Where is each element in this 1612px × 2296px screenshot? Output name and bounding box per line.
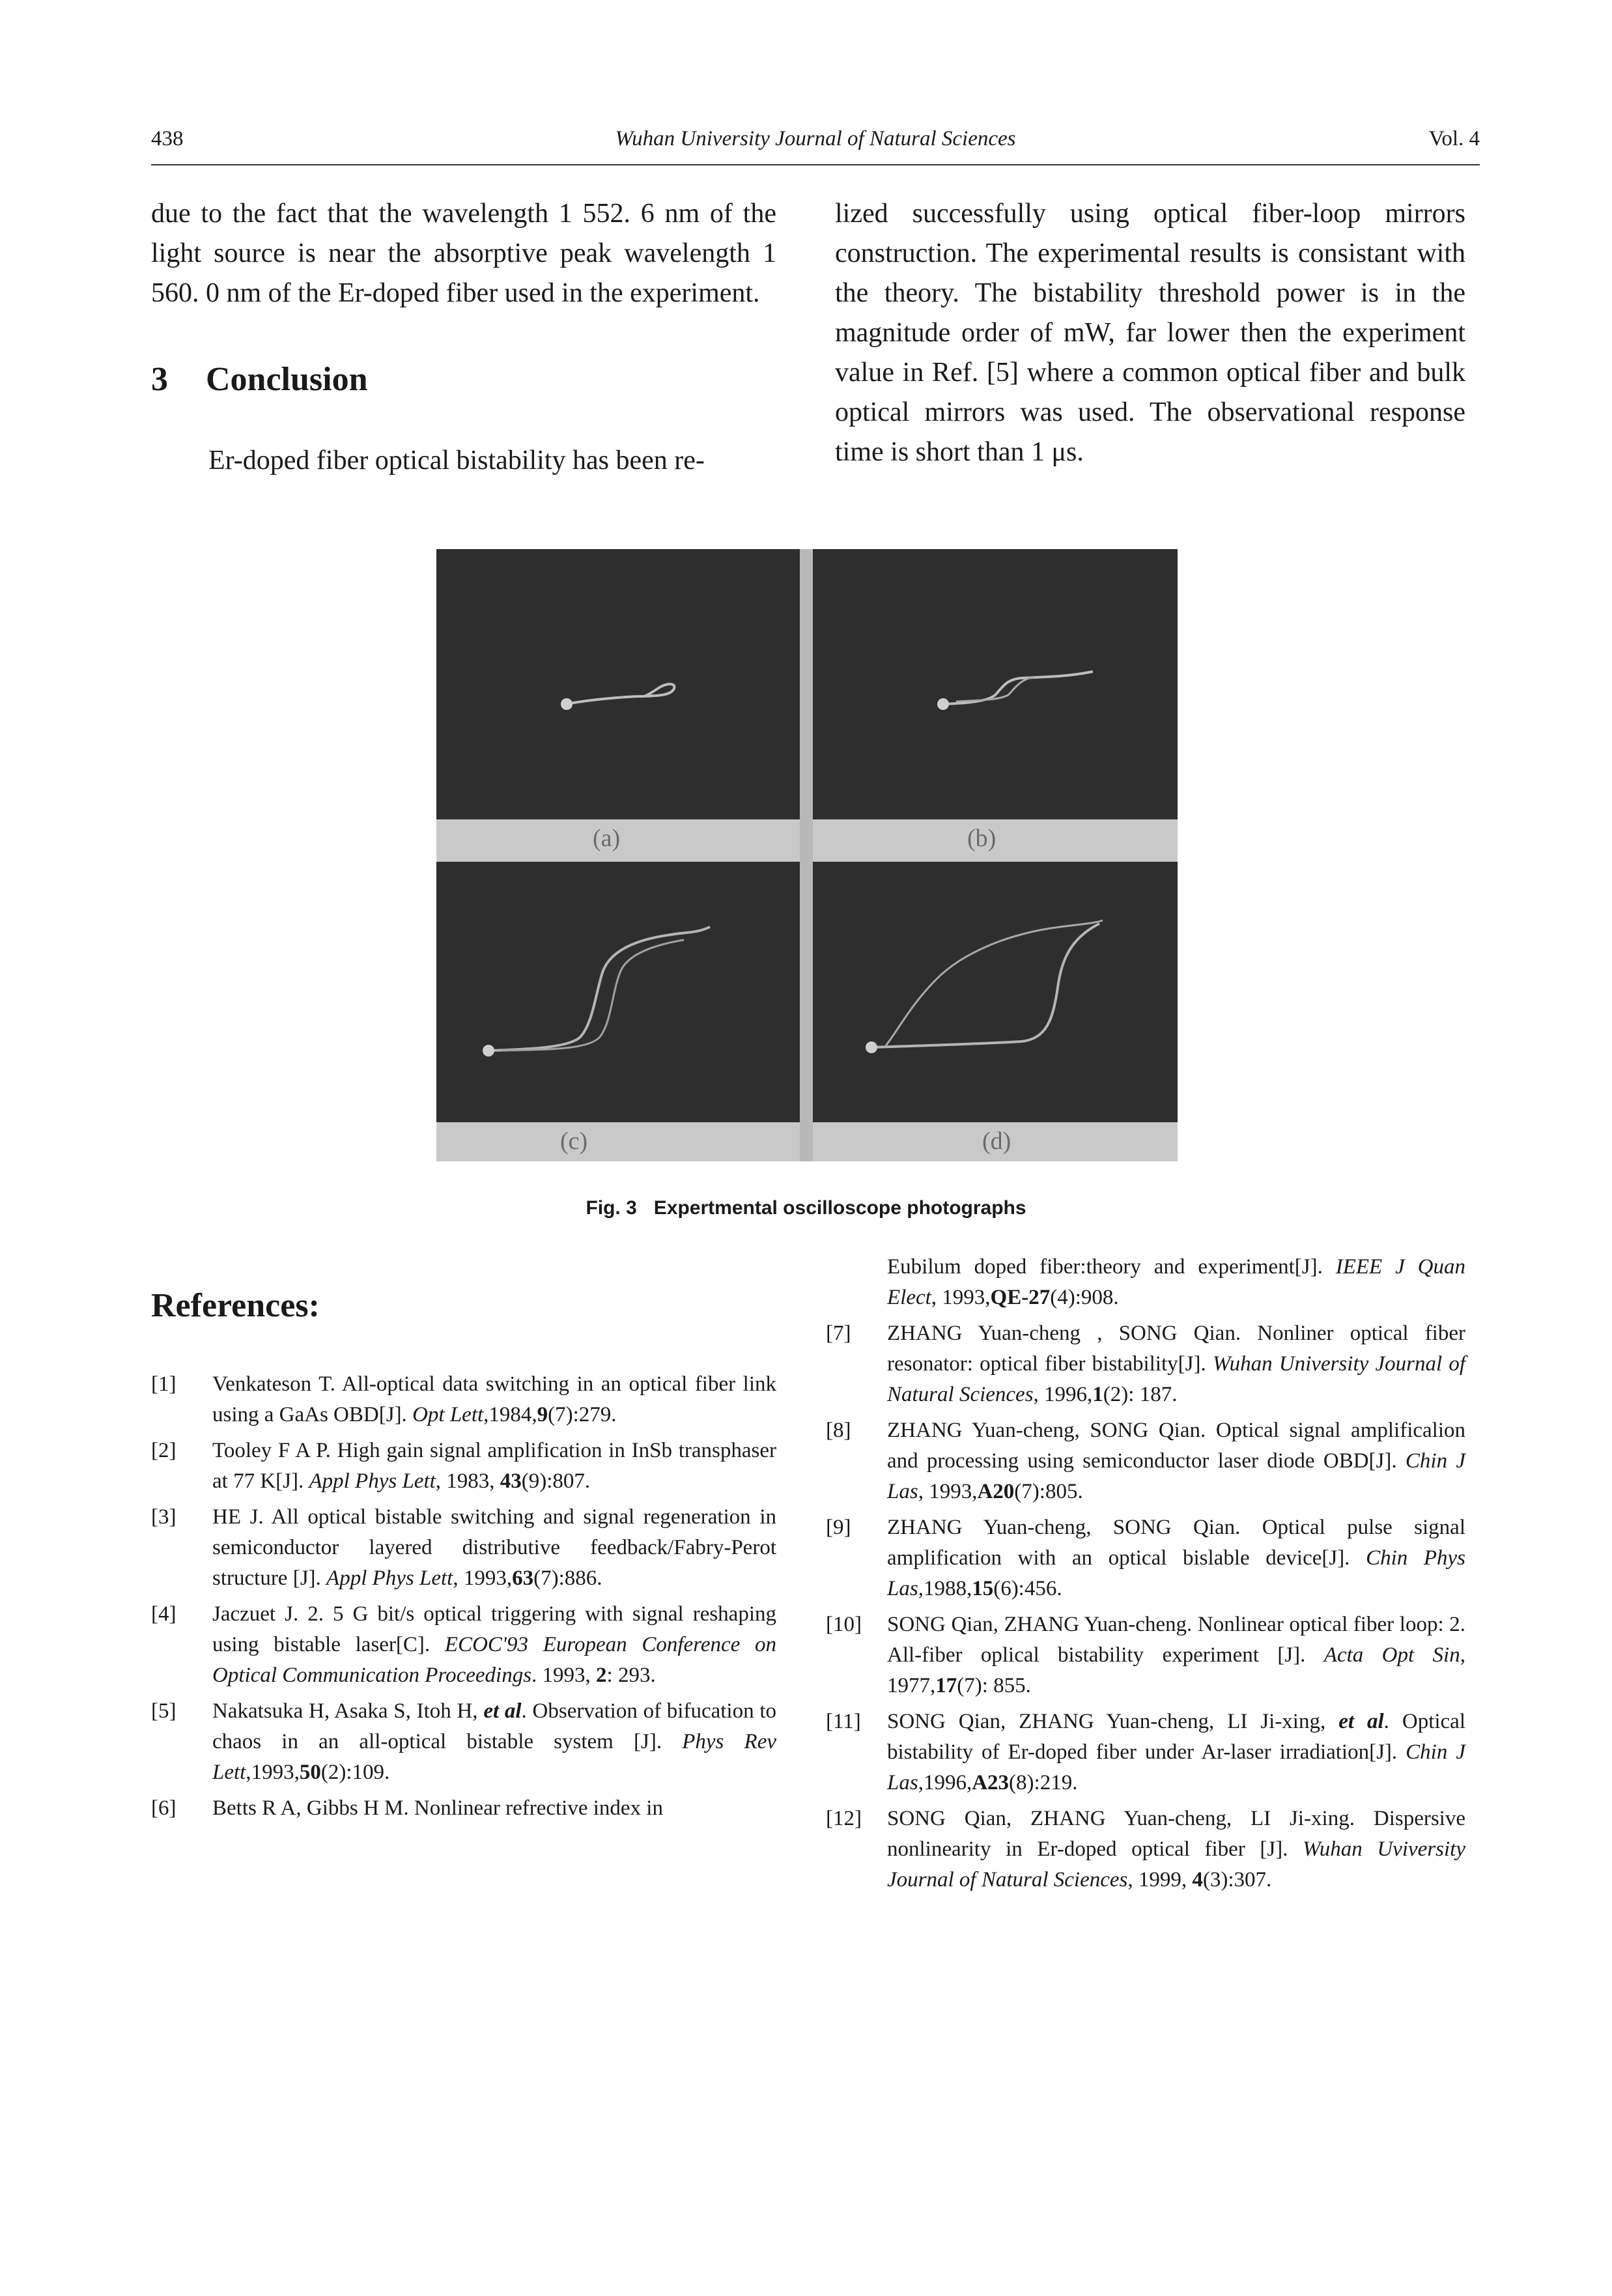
- reference-number: [1]: [151, 1372, 177, 1396]
- trace-b-graphic: [813, 549, 1178, 819]
- figure-caption-label: Fig. 3: [586, 1197, 637, 1219]
- figure-panel-d: [813, 862, 1178, 1122]
- reference-item: [151, 1599, 776, 1691]
- reference-item: [826, 1804, 1465, 1895]
- volume-label: Vol. 4: [1428, 127, 1480, 150]
- reference-number: [9]: [826, 1516, 851, 1539]
- reference-text: Venkateson T. All-optical data switching in an optical fiber link using a GaAs OBD[J]. Opt Lett,1984,9(7):279.: [212, 1372, 776, 1426]
- trace-d-graphic: [813, 862, 1178, 1122]
- page-number: 438: [151, 127, 184, 150]
- figure-panel-a: [436, 549, 800, 819]
- reference-text: SONG Qian, ZHANG Yuan-cheng. Nonlinear optical fiber loop: 2. All-fiber oplical bistability experiment [J]. Acta Opt Sin, 1977,17(7): 855.: [887, 1613, 1465, 1697]
- references-right-column: [826, 1252, 1465, 1901]
- references-left-column: [151, 1369, 776, 1829]
- reference-text: ZHANG Yuan-cheng, SONG Qian. Optical signal amplificalion and processing using semiconductor laser diode OBD[J]. Chin J Las, 1993,A20(7):805.: [887, 1419, 1465, 1503]
- reference-item: [151, 1369, 776, 1430]
- reference-text: ZHANG Yuan-cheng, SONG Qian. Optical pulse signal amplification with an optical bislable device[J]. Chin Phys Las,1988,15(6):456.: [887, 1516, 1466, 1600]
- reference-text: Jaczuet J. 2. 5 G bit/s optical triggering with signal reshaping using bistable laser[C]. ECOC'93 European Conference on Optical Communication Proceedings. 1993, 2: 293.: [212, 1602, 776, 1687]
- reference-text: HE J. All optical bistable switching and signal regeneration in semiconductor layered distributive feedback/Fabry-Perot structure [J]. Appl Phys Lett, 1993,63(7):886.: [212, 1505, 776, 1590]
- reference-item: [826, 1707, 1465, 1798]
- header-rule: [151, 164, 1480, 165]
- trace-c-graphic: [436, 862, 800, 1122]
- trace-a-graphic: [436, 549, 800, 819]
- section-number: 3: [151, 361, 168, 398]
- reference-text: SONG Qian, ZHANG Yuan-cheng, LI Ji-xing, et al. Optical bistability of Er-doped fiber under Ar-laser irradiation[J]. Chin J Las,1996,A23(8):219.: [887, 1710, 1465, 1794]
- reference-item: [826, 1318, 1465, 1410]
- reference-text: Nakatsuka H, Asaka S, Itoh H, et al. Observation of bifucation to chaos in an all-optical bistable system [J]. Phys Rev Lett,1993,50(2):109.: [212, 1699, 777, 1784]
- panel-label-a: (a): [593, 825, 621, 852]
- reference-item: [151, 1793, 776, 1824]
- reference-number: [12]: [826, 1807, 862, 1830]
- panel-label-c: (c): [560, 1127, 588, 1155]
- reference-number: [5]: [151, 1699, 177, 1723]
- references-heading: References:: [151, 1287, 320, 1324]
- reference-number: [11]: [826, 1710, 861, 1733]
- reference-text: SONG Qian, ZHANG Yuan-cheng, LI Ji-xing. Dispersive nonlinearity in Er-doped optical fiber [J]. Wuhan Uviversity Journal of Natural Sciences, 1999, 4(3):307.: [887, 1807, 1466, 1892]
- section-title: Conclusion: [206, 361, 368, 398]
- reference-number: [7]: [826, 1322, 851, 1345]
- reference-number: [2]: [151, 1439, 177, 1462]
- body-paragraph: due to the fact that the wavelength 1 552. 6 nm of the light source is near the absorptive peak wavelength 1 560. 0 nm of the Er-doped fiber used in the experiment.: [151, 199, 776, 308]
- panel-label-d: (d): [982, 1127, 1011, 1155]
- reference-text: Tooley F A P. High gain signal amplification in InSb transphaser at 77 K[J]. Appl Phys Lett, 1983, 43(9):807.: [212, 1439, 776, 1493]
- body-right-column: [835, 194, 1465, 472]
- journal-title: Wuhan University Journal of Natural Sciences: [615, 127, 1016, 150]
- figure-caption: [0, 1197, 1612, 1219]
- reference-item: [151, 1436, 776, 1497]
- reference-number: [8]: [826, 1419, 851, 1442]
- oscilloscope-figure: [436, 549, 1178, 1161]
- reference-item: [826, 1512, 1465, 1604]
- reference-text: ZHANG Yuan-cheng , SONG Qian. Nonliner optical fiber resonator: optical fiber bistability[J]. Wuhan University Journal of Natural Sciences, 1996,1(2): 187.: [887, 1322, 1465, 1406]
- panel-label-b: (b): [967, 825, 997, 852]
- reference-text: Betts R A, Gibbs H M. Nonlinear refrective index in: [212, 1796, 663, 1820]
- reference-number: [3]: [151, 1505, 177, 1529]
- body-paragraph: Er-doped fiber optical bistability has been re-: [208, 446, 705, 475]
- section-heading: [151, 360, 776, 399]
- running-header: [151, 127, 1480, 166]
- panel-divider: [800, 549, 813, 1161]
- reference-item: [826, 1415, 1465, 1507]
- figure-caption-text: Expertmental oscilloscope photographs: [653, 1197, 1026, 1219]
- reference-number: [10]: [826, 1613, 862, 1636]
- figure-panel-b: [813, 549, 1178, 819]
- body-paragraph: lized successfully using optical fiber-loop mirrors construction. The experimental results is consistant with the theory. The bistability threshold power is in the magnitude order of mW, far lower then the experiment value in Ref. [5] where a common optical fiber and bulk optical mirrors was used. The observational response time is short than 1 μs.: [835, 199, 1465, 467]
- reference-item: [151, 1502, 776, 1594]
- reference-item: [151, 1696, 776, 1788]
- body-left-column: [151, 194, 776, 481]
- reference-number: [4]: [151, 1602, 177, 1626]
- reference-item: [826, 1609, 1465, 1701]
- figure-panel-c: [436, 862, 800, 1122]
- reference-continuation: Eubilum doped fiber:theory and experiment[J]. IEEE J Quan Elect, 1993,QE-27(4):908.: [887, 1255, 1465, 1309]
- reference-number: [6]: [151, 1796, 177, 1820]
